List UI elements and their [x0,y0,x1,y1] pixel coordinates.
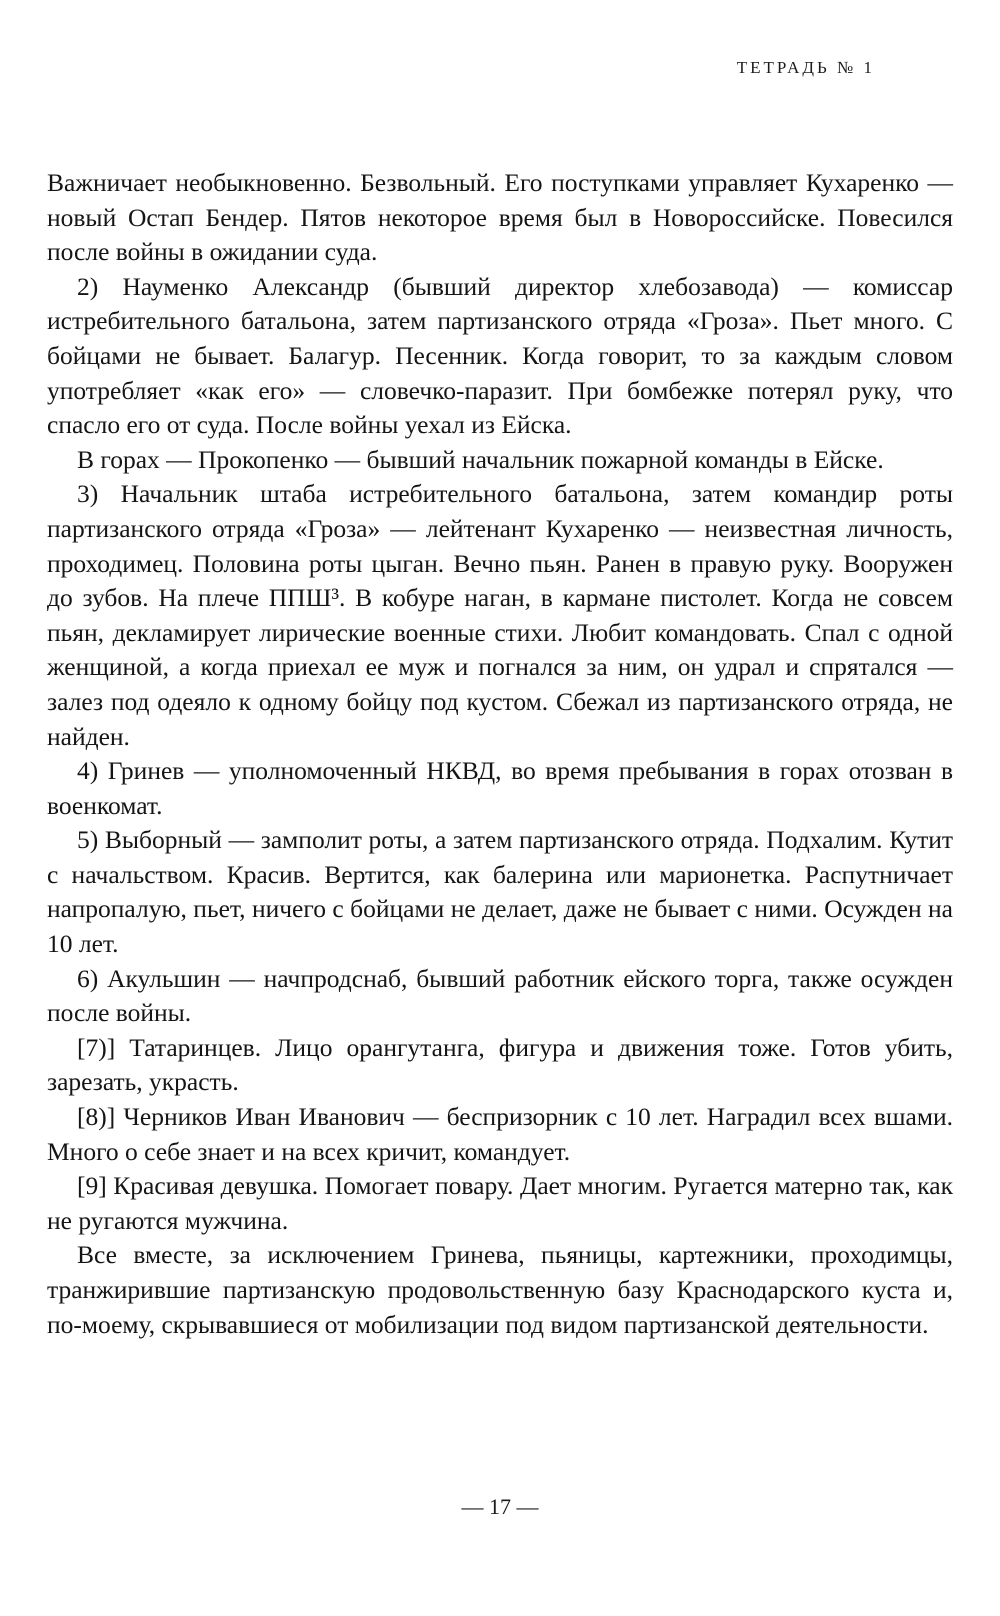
paragraph-continuation: Важничает необыкновенно. Безвольный. Его поступками управляет Кухаренко — новый Остап Бендер. Пятов некоторое время был в Новороссийске. Повесился после войны в ожидании суда. [47,168,953,267]
paragraph-item-3-kukharenko: 3) Начальник штаба истребительного батальона, затем командир роты партизанского отряда «Гроза» — лейтенант Кухаренко — неизвестная личность, проходимец. Половина роты цыган. Вечно пьян. Ранен в правую руку. Вооружен до зубов. На плече ППШ³. В кобуре наган, в кармане пистолет. Когда не совсем пьян, декламирует лирические военные стихи. Любит командовать. Спал с одной женщиной, а когда приехал ее муж и погнался за ним, он удрал и спрятался — залез под одеяло к одному бойцу под кустом. Сбежал из партизанского отряда, не найден. [47,479,953,751]
page-number: — 17 — [461,1494,539,1519]
paragraph-prokopenko: В горах — Прокопенко — бывший начальник пожарной команды в Ейске. [77,444,884,474]
paragraph-item-4-grinev: 4) Гринев — уполномоченный НКВД, во время пребывания в горах отозван в военкомат. [47,756,953,820]
paragraph-item-6-akulshin: 6) Акульшин — начпродснаб, бывший работник ейского торга, также осужден после войны. [47,963,953,1028]
paragraph-item-2-naumenko: 2) Науменко Александр (бывший директор хлебозавода) — комиссар истребительного батальона, затем партизанского отряда «Гроза». Пьет много. С бойцами не бывает. Балагур. Песенник. Когда говорит, то за каждым словом употребляет «как его» — словечко-паразит. При бомбежке потерял руку, что спасло его от суда. После войны уехал из Ейска. [47,271,953,440]
paragraph-item-8-chernikov: [8)] Черников Иван Иванович — беспризорник с 10 лет. Наградил всех вшами. Много о себе знает и на всех кричит, командует. [47,1102,953,1166]
paragraph-item-7-tatarintsev: [7)] Татаринцев. Лицо орангутанга, фигура и движения тоже. Готов убить, зарезать, украсть. [47,1032,953,1097]
paragraph-item-9-devushka: [9] Красивая девушка. Помогает повару. Дает многим. Ругается матерно так, как не ругаются мужчина. [47,1171,953,1235]
paragraph-item-5-vybornyi: 5) Выборный — замполит роты, а затем партизанского отряда. Подхалим. Кутит с начальством. Красив. Вертится, как балерина или марионетка. Распутничает напропалую, пьет, ничего с бойцами не делает, даже не бывает с ними. Осужден на 10 лет. [47,825,953,959]
text-block [47,166,953,1342]
paragraph-summary: Все вместе, за исключением Гринева, пьяницы, картежники, проходимцы, транжирившие партизанскую продовольственную базу Краснодарского куста и, по-моему, скрывавшиеся от мобилизации под видом партизанской деятельности. [47,1240,953,1339]
running-head: ТЕТРАДЬ № 1 [736,58,875,77]
